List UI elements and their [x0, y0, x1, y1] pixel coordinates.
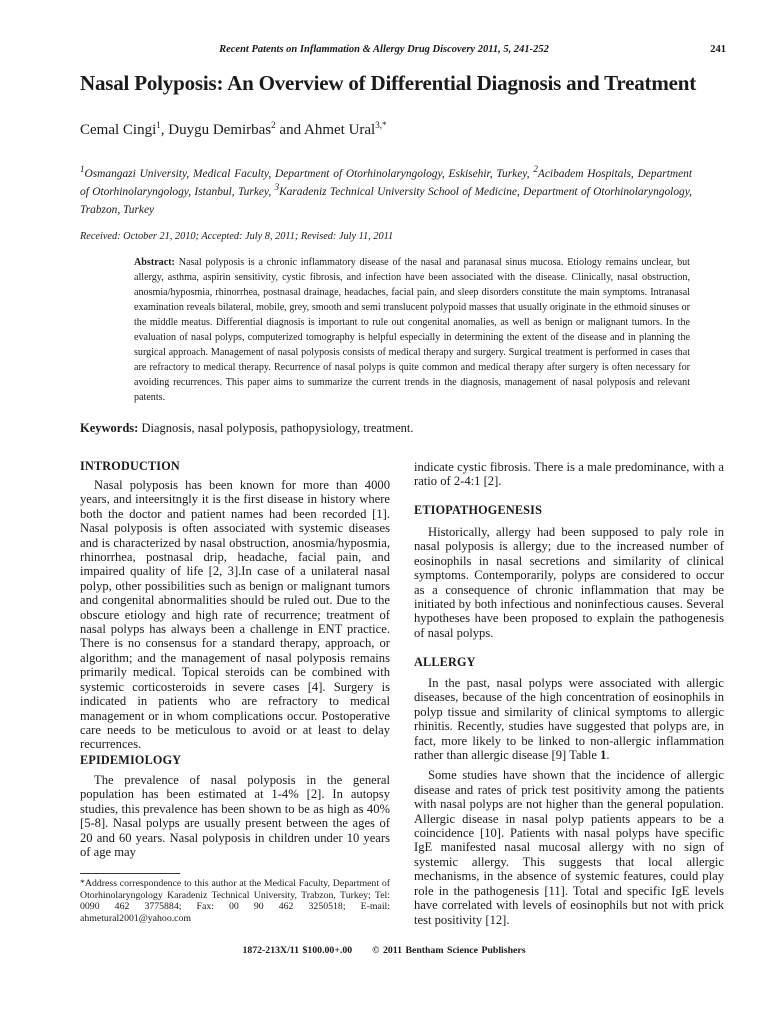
paper-title: Nasal Polyposis: An Overview of Differential Diagnosis and Treatment — [80, 71, 697, 95]
paragraph: Historically, allergy had been supposed to paly role in nasal polyposis is allergy; due to the increased number of eosinophils in nasal secretions and similarity of clinical symptoms. Contemporarily, polyps are considered to occur as a consequence of chronic inflammation that may be initiated by both infectious and noninfectious causes. Several hypotheses have been proposed to explain the pathogenesis of nasal polyps. — [414, 525, 724, 640]
section-heading-etiopathogenesis: ETIOPATHOGENESIS — [414, 503, 543, 517]
page-footer — [0, 945, 768, 956]
footnote-divider — [80, 873, 180, 874]
table-reference[interactable]: 1 — [600, 748, 607, 763]
affiliation-text: Osmangazi University, Medical Faculty, Department of Otorhinolaryngology, Eskisehir, Turkey, — [84, 168, 534, 180]
section-heading-introduction: INTRODUCTION — [80, 459, 180, 473]
received-dates: Received: October 21, 2010; Accepted: July 8, 2011; Revised: July 11, 2011 — [80, 231, 394, 242]
author-name: Duygu Demirbas — [168, 122, 272, 138]
keywords-label: Keywords: — [80, 421, 139, 435]
paragraph-text: In the past, nasal polyps were associated with allergic diseases, because of the high concentration of eosinophils in polyp tissue and similarity of clinical symptoms to allergic rhinitis. Recently, studies have suggested that polyps are, in fact, more likely to be linked to non-allergic inflammation rather than allergic disease [9] Table — [414, 676, 724, 763]
affiliation-text: Acibadem Hospitals, Department of Otorhinolaryngology, Istanbul, Turkey, — [80, 168, 692, 198]
section-heading-epidemiology: EPIDEMIOLOGY — [80, 753, 182, 767]
author-separator: , — [160, 122, 169, 138]
etiopathogenesis-body — [414, 525, 724, 640]
paragraph — [414, 676, 724, 762]
author-affiliation-mark: 3,* — [375, 120, 387, 130]
affiliation-mark: 1 — [80, 164, 85, 175]
keywords-text: Diagnosis, nasal polyposis, pathopysiology, treatment. — [138, 421, 414, 435]
paragraph: Some studies have shown that the incidence of allergic disease and rates of prick test positivity among the patients with nasal polyps are not higher than the general population. Allergic disease in nasal polyp patients appears to be a coincidence [10]. Patients with nasal polyps have specific IgE manifested nasal mucosal allergy with no sign of systemic allergy. This suggests that local allergic mechanisms, in the absence of systemic features, could play role in the pathogenesis [11]. Total and specific IgE levels have correlated with levels of eosinophils but not with prick test positivity [12]. — [414, 768, 724, 927]
paragraph: indicate cystic fibrosis. There is a male predominance, with a ratio of 2-4:1 [2]. — [414, 460, 724, 489]
issn-price: 1872-213X/11 $100.00+.00 — [242, 945, 353, 956]
author-name: Ahmet Ural — [304, 122, 376, 138]
paragraph: Nasal polyposis has been known for more than 4000 years, and inteersitngly it is the first disease in history where both the doctor and patient names had been recorded [1]. Nasal polyposis is often associated with systemic diseases and is characterized by nasal obstruction, anosmia/hyposmia, rhinorrhea, postnasal drip, headache, facial pain, and impaired quality of life [2, 3].In case of a unilateral nasal polyp, other possibilities such as benign or malignant tumors and congenital abnormalities should be ruled out. Due to the obscure etiology and high rate of recurrence; treatment of nasal polyps has always been a challenge in ENT practice. There is no consensus for a standard therapy, approach, or algorithm; and the management of nasal polyposis remains primarily medical. Topical steroids can be combined with systemic corticosteroids in severe cases [4]. Surgery is indicated in patients who are refractory to medical management or in whom complications occur. Postoperative care needs to be meticulous to avoid or at least to delay recurrences. — [80, 478, 390, 752]
author-affiliation-mark: 2 — [271, 120, 276, 130]
introduction-body — [80, 478, 390, 752]
author-list — [80, 122, 720, 139]
affiliations — [80, 165, 692, 219]
author-affiliation-mark: 1 — [156, 120, 161, 130]
author-separator: and — [275, 122, 304, 138]
keywords — [80, 421, 720, 436]
affiliation-text: Karadeniz Technical University School of Medicine, Department of Otorhinolaryngology, Trabzon, Turkey — [80, 186, 693, 216]
paragraph-end: . — [606, 748, 610, 763]
allergy-body — [414, 676, 724, 927]
abstract-label: Abstract: — [134, 257, 175, 268]
section-heading-allergy: ALLERGY — [414, 655, 476, 669]
author-name: Cemal Cingi — [80, 122, 157, 138]
correspondence-footnote: *Address correspondence to this author at the Medical Faculty, Department of Otorhinolaryngology Karadeniz Technical University, Trabzon, Turkey; Tel: 0090 462 3775884; Fax: 00 90 462 3250518; E-mail: ahmetural2001@yahoo.com — [80, 878, 390, 924]
continued-text — [414, 460, 724, 489]
page-number: 241 — [710, 44, 726, 55]
affiliation-mark: 3 — [274, 182, 280, 193]
abstract-text: Nasal polyposis is a chronic inflammatory disease of the nasal and paranasal sinus mucosa. Etiology remains unclear, but allergy, asthma, aspirin sensitivity, cystic fibrosis, and infection have been associated with the disease. Clinically, nasal obstruction, anosmia/hyposmia, rhinorrhea, postnasal drainage, headaches, facial pain, and sleep disorders constitute the main symptoms. Intranasal examination reveals bilateral, mobile, grey, smooth and semi translucent polypoid masses that usually originate in the ethmoid sinuses or the middle meatus. Differential diagnosis is important to rule out congenital anomalies, as well as benign or malignant tumors. In the evaluation of nasal polyps, computerized tomography is helpful especially in determining the extent of the disease and in planning the surgical approach. Management of nasal polyposis consists of medical therapy and surgery. Surgical treatment is performed in cases that are refractory to medical therapy. Recurrence of nasal polyps is quite common and medical therapy after surgery is often necessary for avoiding recurrences. This paper aims to summarize the current trends in the diagnosis, management of nasal polyposis and relevant patents. — [134, 257, 690, 404]
affiliation-mark: 2 — [533, 164, 538, 175]
epidemiology-body — [80, 773, 390, 859]
copyright: © 2011 Bentham Science Publishers — [372, 945, 526, 956]
paragraph: The prevalence of nasal polyposis in the general population has been estimated at 1-4% [2]. In autopsy studies, this prevalence has been shown to be as high as 40% [5-8]. Nasal polyps are usually present between the ages of 20 and 60 years. Nasal polyposis in children under 10 years of age may — [80, 773, 390, 860]
journal-header: Recent Patents on Inflammation & Allergy Drug Discovery 2011, 5, 241-252 — [219, 44, 549, 55]
abstract — [134, 255, 690, 405]
